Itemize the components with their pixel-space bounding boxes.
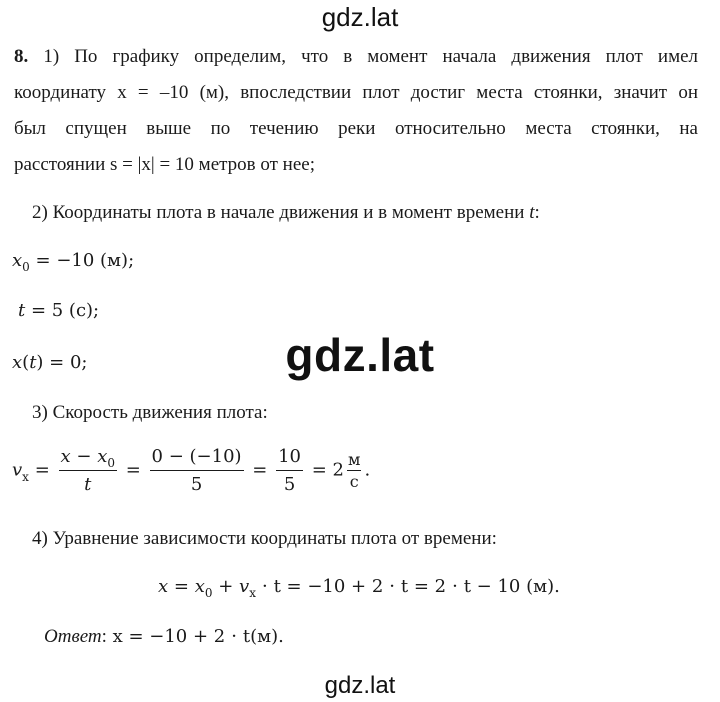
f3-den: 5 [283, 474, 296, 495]
watermark-center: gdz.lat [285, 329, 435, 381]
paragraph-3: 3) Скорость движения плота: [32, 402, 268, 423]
f1-den: t [84, 474, 92, 495]
t-var: t [18, 300, 26, 321]
p2-var: t [529, 202, 535, 223]
fraction-3 [276, 446, 303, 495]
f3-num: 10 [276, 446, 303, 471]
equation-t [18, 300, 99, 321]
eq-rest: ⋅ t = −10 + 2 ⋅ t = 2 ⋅ t − 10 (м). [255, 576, 560, 597]
velocity-result: 2 [332, 459, 344, 481]
f1-num-op: − [70, 446, 98, 467]
eq-plus: + [212, 576, 240, 597]
x0-sub: 0 [22, 260, 30, 274]
f1-num-b: x [97, 446, 108, 467]
f1-num-a: x [60, 446, 71, 467]
paragraph-2 [32, 202, 540, 224]
paragraph-1-line-3: был спущен выше по течению реки относительно места стоянки, на [14, 118, 698, 139]
fraction-2 [150, 446, 244, 495]
eq-x: x [158, 576, 169, 597]
xt-arg: t [29, 352, 37, 373]
f1-num-b-sub: 0 [107, 456, 115, 470]
eq-x0: x [194, 576, 205, 597]
task-number: 8. [14, 46, 29, 67]
xt-rest: = 0; [43, 352, 88, 373]
unit-den: с [349, 472, 359, 491]
motion-equation: $x = x_0 + v_x \cdot t = -10 + 2 \cdot t = 2 \cdot t - 10$ (м). [158, 576, 560, 600]
eq-v: v [239, 576, 250, 597]
equation-xt: x(t) = 0; [12, 352, 88, 373]
velocity-equation: $v_x$ = $\frac{x - x_0}{t}$ = $\frac{0 - (-10)}{5}$ = $\frac{10}{5}$ = 2 $\frac{м}{с}$ . [12, 446, 371, 495]
v-var: v [12, 459, 23, 481]
answer-equation: x = −10 + 2 ⋅ t(м). [106, 626, 284, 647]
eq-x0-sub: 0 [204, 586, 213, 600]
x0-var: x [12, 250, 23, 271]
unit-num: м [348, 450, 361, 469]
fraction-1 [59, 446, 117, 495]
eq-v-sub: x [249, 586, 256, 600]
v-sub: x [22, 469, 29, 484]
p1-text-1: 1) По графику определим, что в момент начала движения плот имел [43, 46, 699, 67]
f2-num: 0 − (−10) [150, 446, 244, 471]
paragraph-1-line-4: расстоянии s = |x| = 10 метров от нее; [14, 154, 315, 175]
watermark-bottom: gdz.lat [324, 672, 396, 699]
paragraph-4: 4) Уравнение зависимости координаты плота от времени: [32, 528, 497, 549]
p2-text: 2) Координаты плота в начале движения и в момент времени [32, 202, 530, 223]
paragraph-1-line-2: координату x = –10 (м), впоследствии плот достиг места стоянки, значит он [14, 82, 698, 103]
unit-fraction [347, 450, 361, 491]
f2-den: 5 [190, 474, 203, 495]
x0-rest: = −10 (м); [29, 250, 135, 271]
paragraph-1-line-1 [14, 46, 698, 68]
equation-x0 [12, 250, 135, 274]
p2-end: : [534, 202, 540, 223]
answer-label: Ответ [44, 626, 102, 647]
t-rest: = 5 (с); [25, 300, 100, 321]
xt-var: x [12, 352, 23, 373]
answer-colon: : [101, 626, 107, 647]
answer [44, 626, 284, 648]
watermark-top: gdz.lat [321, 2, 399, 32]
